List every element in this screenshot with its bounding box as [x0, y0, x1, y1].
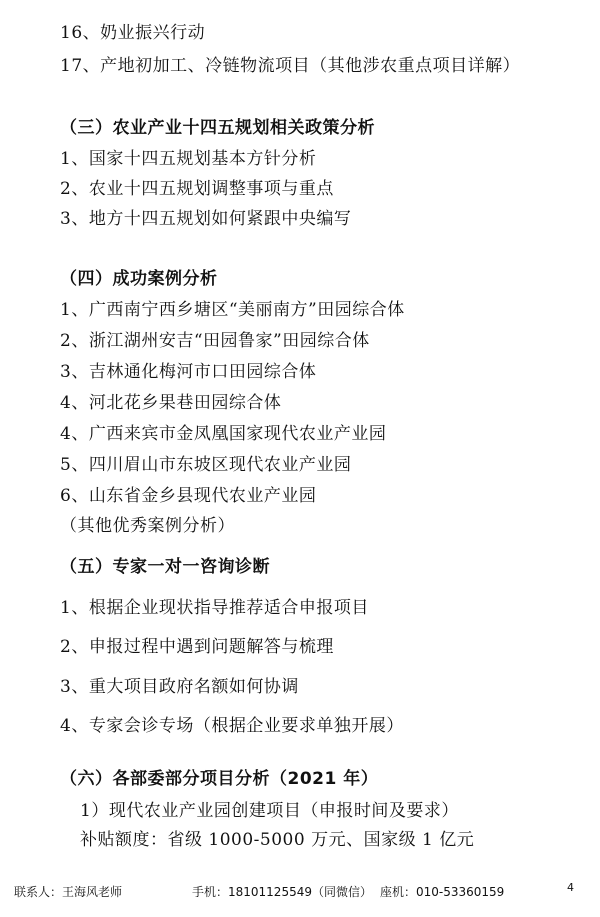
- list-item: （其他优秀案例分析）: [60, 516, 235, 536]
- section-heading: （三）农业产业十四五规划相关政策分析: [60, 118, 375, 138]
- list-item: 17、产地初加工、冷链物流项目（其他涉农重点项目详解）: [60, 56, 521, 76]
- list-item: 6、山东省金乡县现代农业产业园: [60, 486, 317, 506]
- page-number: 4: [567, 881, 574, 894]
- page-footer: [14, 883, 586, 903]
- footer-phone: 手机：18101125549（同微信）: [192, 885, 372, 899]
- section-heading: （四）成功案例分析: [60, 269, 218, 289]
- list-item: 4、河北花乡果巷田园综合体: [60, 393, 282, 413]
- list-item: 3、地方十四五规划如何紧跟中央编写: [60, 209, 352, 229]
- list-item: 16、奶业振兴行动: [60, 23, 206, 43]
- list-item: 3、重大项目政府名额如何协调: [60, 677, 299, 697]
- list-item: 补贴额度：省级 1000-5000 万元、国家级 1 亿元: [80, 830, 475, 850]
- list-item: 1）现代农业产业园创建项目（申报时间及要求）: [80, 801, 459, 821]
- list-item: 2、申报过程中遇到问题解答与梳理: [60, 637, 334, 657]
- list-item: 4、专家会诊专场（根据企业要求单独开展）: [60, 716, 404, 736]
- list-item: 1、根据企业现状指导推荐适合申报项目: [60, 598, 369, 618]
- list-item: 2、农业十四五规划调整事项与重点: [60, 179, 334, 199]
- list-item: 4、广西来宾市金凤凰国家现代农业产业园: [60, 424, 387, 444]
- list-item: 3、吉林通化梅河市口田园综合体: [60, 362, 317, 382]
- footer-contact: 联系人：王海风老师: [14, 885, 123, 899]
- list-item: 5、四川眉山市东坡区现代农业产业园: [60, 455, 352, 475]
- section-heading: （六）各部委部分项目分析（2021 年）: [60, 769, 379, 789]
- list-item: 1、广西南宁西乡塘区“美丽南方”田园综合体: [60, 300, 405, 320]
- list-item: 1、国家十四五规划基本方针分析: [60, 149, 317, 169]
- footer-landline: 座机：010-53360159: [380, 885, 505, 899]
- list-item: 2、浙江湖州安吉“田园鲁家”田园综合体: [60, 331, 370, 351]
- section-heading: （五）专家一对一咨询诊断: [60, 557, 270, 577]
